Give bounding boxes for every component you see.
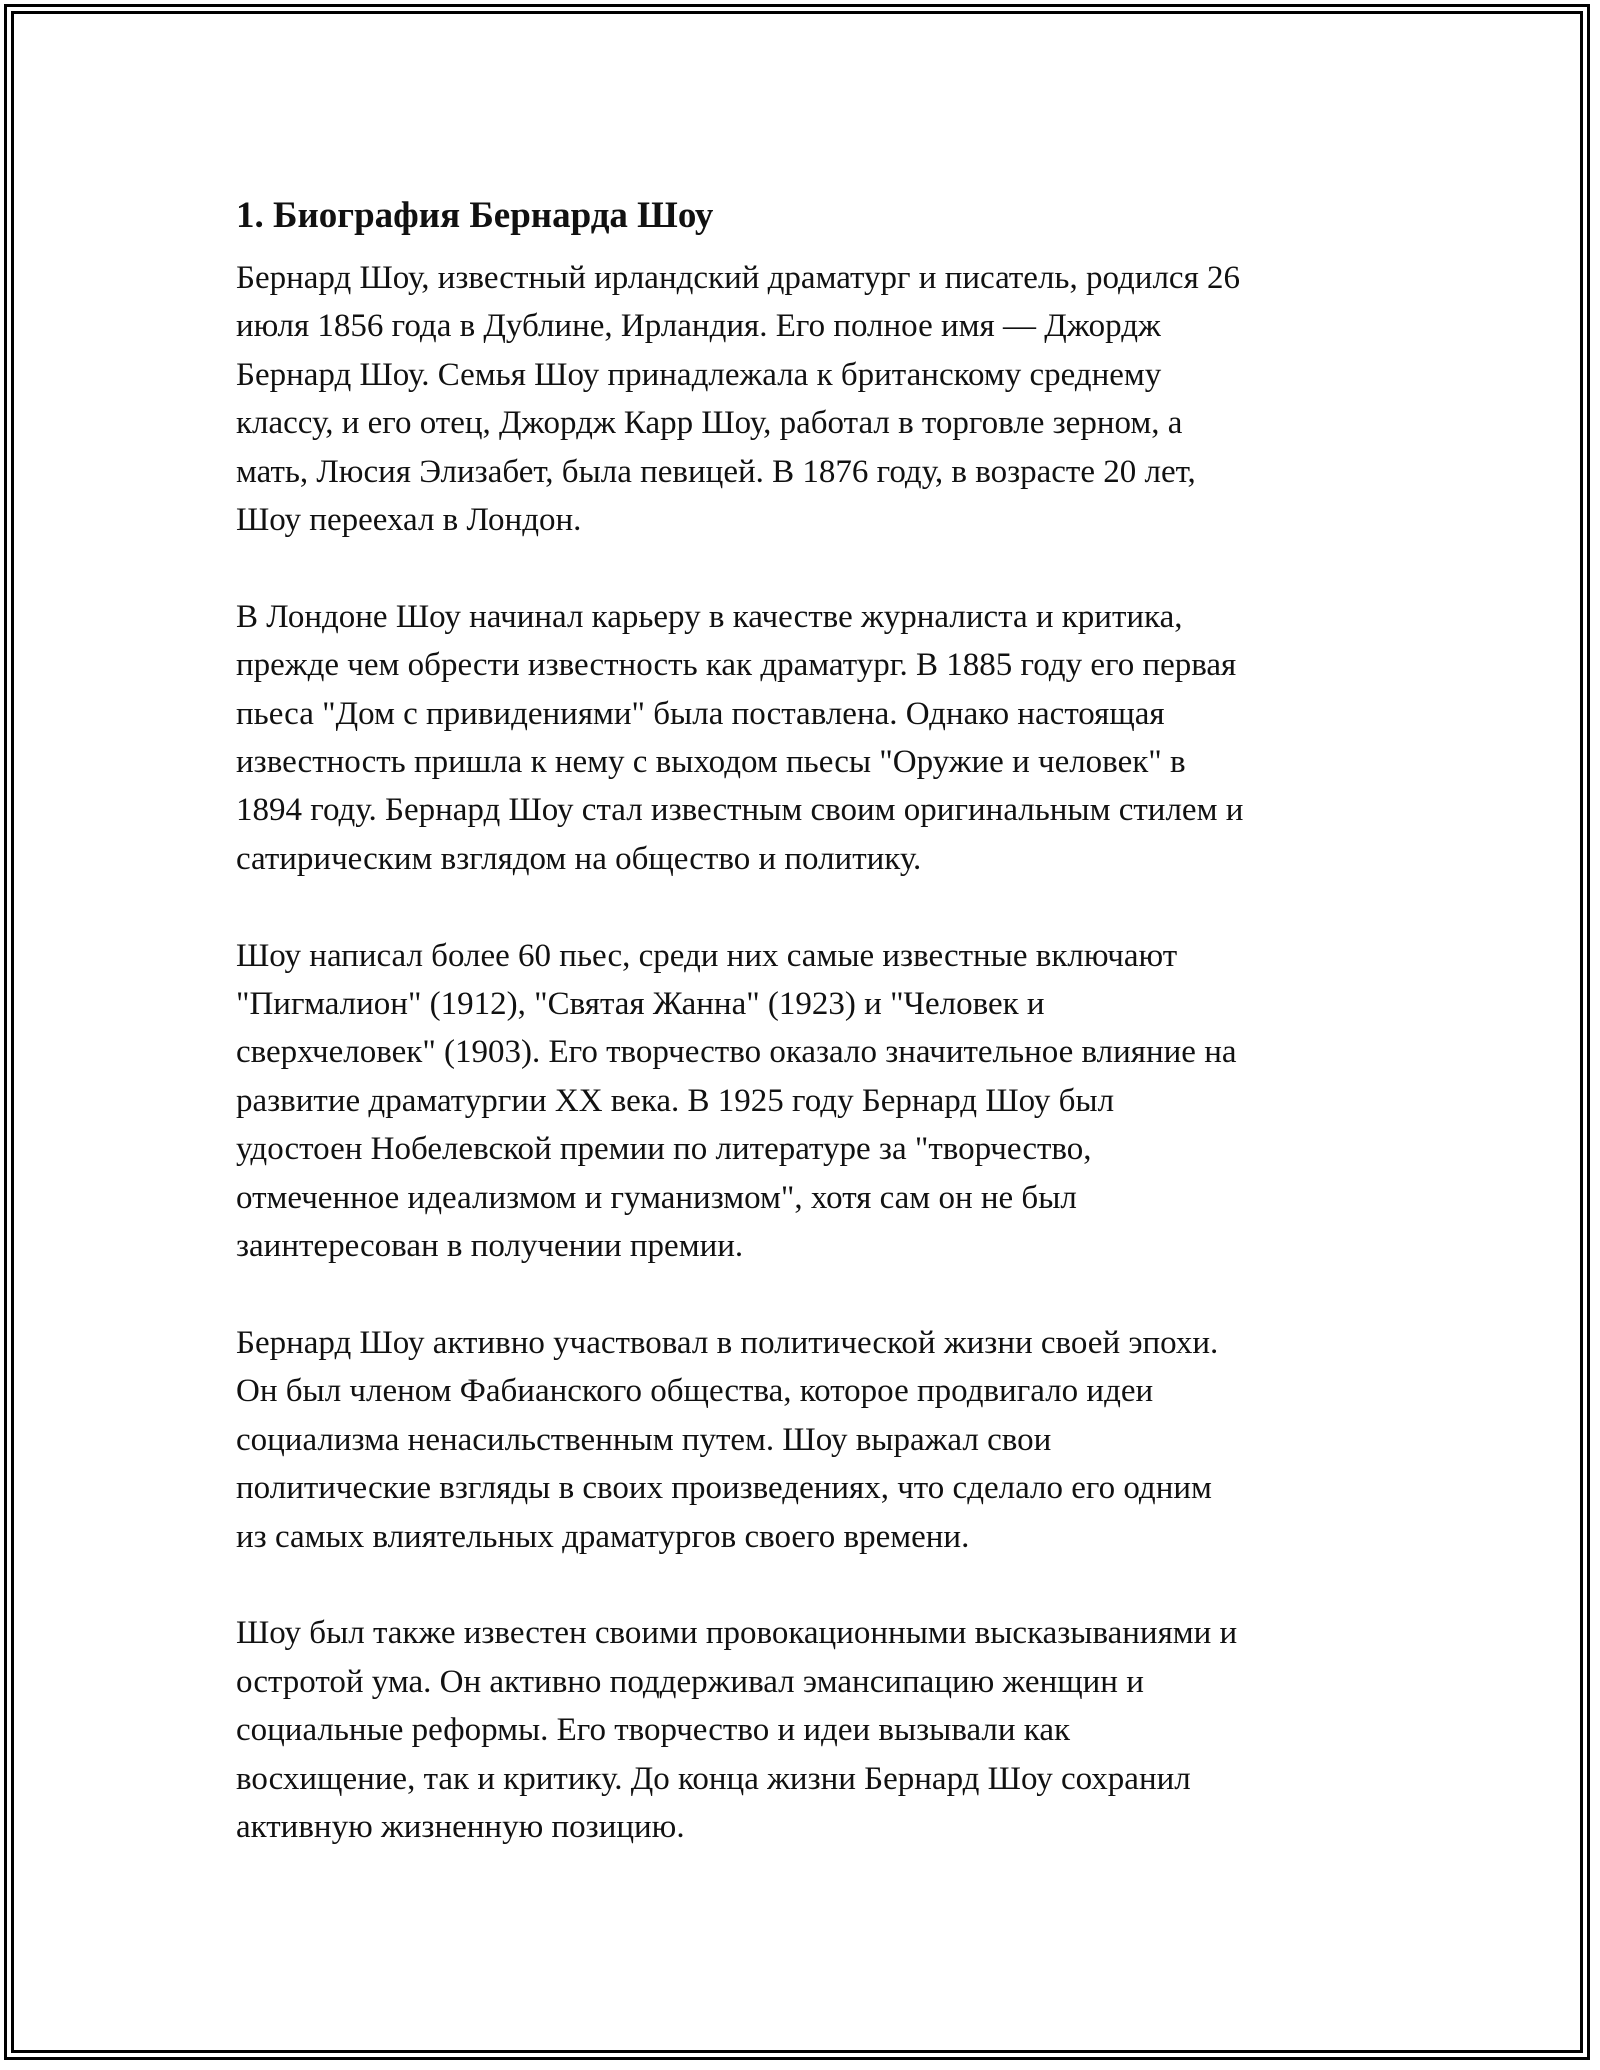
paragraph-early-life: Бернард Шоу, известный ирландский драматург и писатель, родился 26 июля 1856 года в Дублине, Ирландия. Его полное имя — Джордж Бернард Шоу. Семья Шоу принадлежала к британскому среднему классу, и его отец, Джордж Карр Шоу, работал в торговле зерном, а мать, Люсия Элизабет, была певицей. В 1876 году, в возрасте 20 лет, Шоу переехал в Лондон. [236, 260, 1241, 539]
section-heading: 1. Биография Бернарда Шоу [236, 195, 714, 236]
paragraph-personality: Шоу был также известен своими провокационными высказываниями и остротой ума. Он активно поддерживал эмансипацию женщин и социальные реформы. Его творчество и идеи вызывали как восхищение, так и критику. До конца жизни Бернард Шоу сохранил активную жизненную позицию. [236, 1615, 1238, 1845]
paragraph-london-career: В Лондоне Шоу начинал карьеру в качестве журналиста и критика, прежде чем обрести известность как драматург. В 1885 году его первая пьеса "Дом с привидениями" была поставлена. Однако настоящая известность пришла к нему с выходом пьесы "Оружие и человек" в 1894 году. Бернард Шоу стал известным своим оригинальным стилем и сатирическим взглядом на общество и политику. [236, 598, 1244, 877]
paragraph-plays-nobel: Шоу написал более 60 пьес, среди них самые известные включают "Пигмалион" (1912), "Святая Жанна" (1923) и "Человек и сверхчеловек" (1903). Его творчество оказало значительное влияние на развитие драматургии XX века. В 1925 году Бернард Шоу был удостоен Нобелевской премии по литературе за "творчество, отмеченное идеализмом и гуманизмом", хотя сам он не был заинтересован в получении премии. [236, 937, 1237, 1265]
document-body [236, 186, 1376, 1851]
paragraph-politics: Бернард Шоу активно участвовал в политической жизни своей эпохи. Он был членом Фабианского общества, которое продвигало идеи социализма ненасильственным путем. Шоу выражал свои политические взгляды в своих произведениях, что сделало его одним из самых влиятельных драматургов своего времени. [236, 1324, 1219, 1555]
